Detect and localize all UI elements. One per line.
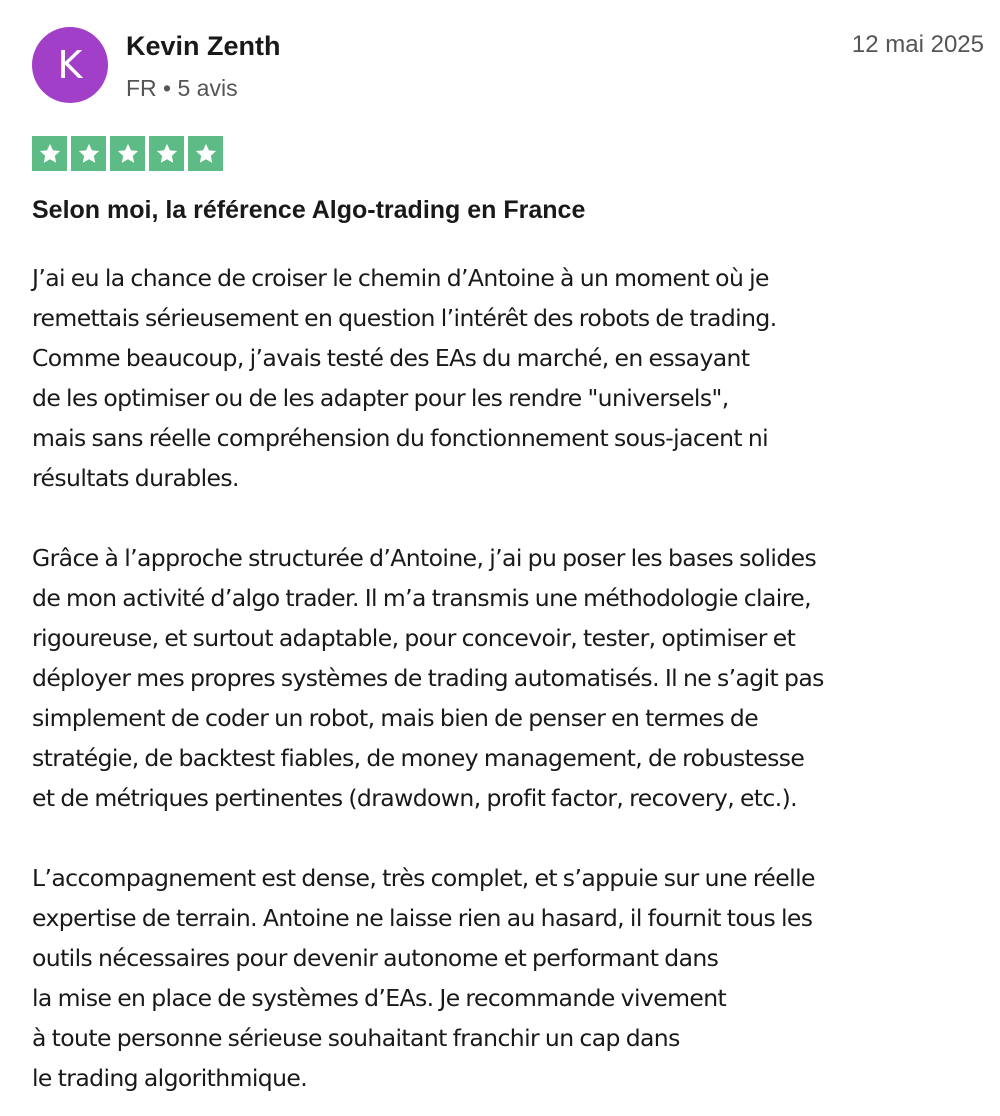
review-line: simplement de coder un robot, mais bien de penser en termes de [32, 704, 759, 732]
review-line: L’accompagnement est dense, très complet, et s’appuie sur une réelle [32, 864, 815, 892]
review-line: déployer mes propres systèmes de trading automatisés. Il ne s’agit pas [32, 664, 824, 692]
review-paragraph [32, 538, 982, 818]
review-paragraph [32, 858, 982, 1098]
review-line: à toute personne sérieuse souhaitant franchir un cap dans [32, 1024, 680, 1052]
review-line: de mon activité d’algo trader. Il m’a transmis une méthodologie claire, [32, 584, 811, 612]
review-line: et de métriques pertinentes (drawdown, profit factor, recovery, etc.). [32, 784, 798, 812]
review-line: remettais sérieusement en question l’intérêt des robots de trading. [32, 304, 777, 332]
review-line: résultats durables. [32, 464, 239, 492]
reviewer-meta: FR • 5 avis [126, 75, 238, 101]
review-date: 12 mai 2025 [851, 31, 984, 58]
review-line: expertise de terrain. Antoine ne laisse rien au hasard, il fournit tous les [32, 904, 813, 932]
star-icon [188, 136, 223, 171]
review-line: stratégie, de backtest fiables, de money management, de robustesse [32, 744, 805, 772]
star-icon [149, 136, 184, 171]
star-icon [110, 136, 145, 171]
star-rating [32, 136, 223, 171]
review-line: mais sans réelle compréhension du fonctionnement sous-jacent ni [32, 424, 769, 452]
reviewer-name[interactable]: Kevin Zenth [126, 31, 281, 61]
star-icon [32, 136, 67, 171]
star-icon [71, 136, 106, 171]
review-line: rigoureuse, et surtout adaptable, pour concevoir, tester, optimiser et [32, 624, 796, 652]
review-line: Comme beaucoup, j’avais testé des EAs du marché, en essayant [32, 344, 750, 372]
review-title: Selon moi, la référence Algo-trading en France [32, 196, 586, 224]
review-line: le trading algorithmique. [32, 1064, 308, 1092]
review-line: Grâce à l’approche structurée d’Antoine, j’ai pu poser les bases solides [32, 544, 817, 572]
review-line: J’ai eu la chance de croiser le chemin d’Antoine à un moment où je [32, 264, 769, 292]
review-line: outils nécessaires pour devenir autonome et performant dans [32, 944, 719, 972]
review-line: la mise en place de systèmes d’EAs. Je recommande vivement [32, 984, 727, 1012]
review-line: de les optimiser ou de les adapter pour les rendre "universels", [32, 384, 729, 412]
review-paragraph [32, 258, 982, 498]
review-body [32, 258, 982, 1116]
avatar[interactable]: K [32, 27, 108, 103]
